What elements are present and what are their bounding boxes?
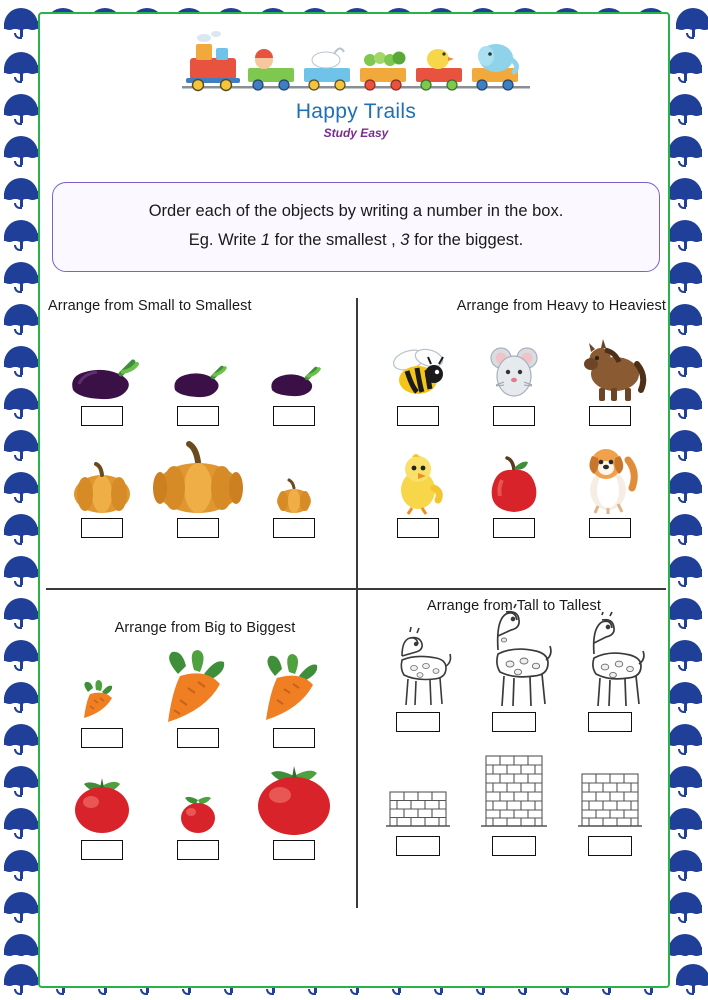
instruction-example-number-1: 1 (260, 230, 271, 249)
umbrella-icon (0, 338, 42, 380)
tomato-icon (175, 762, 221, 836)
umbrella-icon (0, 674, 42, 716)
answer-box[interactable] (589, 406, 631, 426)
answer-box[interactable] (588, 836, 632, 856)
item-pumpkin-large (155, 440, 241, 538)
section-title: Arrange from Small to Smallest (48, 298, 252, 314)
section-big-to-biggest (40, 590, 356, 886)
umbrella-icon (0, 464, 42, 506)
answer-box[interactable] (273, 406, 315, 426)
answer-box[interactable] (177, 518, 219, 538)
umbrella-icon (0, 254, 42, 296)
answer-box[interactable] (589, 518, 631, 538)
item-bee (375, 328, 461, 426)
answer-box[interactable] (396, 836, 440, 856)
train-illustration (176, 30, 536, 96)
item-carrot-small (59, 650, 145, 748)
item-carrot-large (155, 650, 241, 748)
answer-box[interactable] (493, 406, 535, 426)
brand-subtitle: Study Easy (323, 126, 389, 140)
brick-wall-icon (386, 748, 450, 832)
umbrella-icon (0, 926, 42, 956)
answer-box[interactable] (397, 406, 439, 426)
pumpkin-icon (274, 440, 314, 514)
instruction-post: for the biggest. (409, 230, 524, 249)
bee-icon (387, 328, 449, 402)
answer-box[interactable] (492, 836, 536, 856)
answer-box[interactable] (273, 840, 315, 860)
tomato-icon (252, 762, 336, 836)
answer-box[interactable] (177, 406, 219, 426)
eggplant-icon (169, 328, 227, 402)
apple-icon (488, 440, 540, 514)
carrot-icon (76, 650, 128, 724)
row-eggplants (40, 314, 356, 426)
exercise-grid (40, 292, 672, 932)
umbrella-icon (664, 212, 706, 254)
item-pumpkin-small (251, 440, 337, 538)
worksheet-header (40, 30, 672, 140)
answer-box[interactable] (177, 840, 219, 860)
umbrella-icon (672, 956, 708, 998)
row-giraffes (356, 614, 672, 732)
umbrella-icon (0, 800, 42, 842)
item-eggplant-small (251, 328, 337, 426)
umbrella-icon (0, 590, 42, 632)
page-frame (38, 12, 670, 988)
item-eggplant-large (59, 328, 145, 426)
item-giraffe-tall (471, 604, 557, 732)
pumpkin-icon (71, 440, 133, 514)
row-animals-2 (356, 426, 672, 538)
section-title: Arrange from Heavy to Heaviest (456, 298, 666, 314)
instruction-line-2 (63, 226, 649, 255)
row-carrots (40, 636, 356, 748)
answer-box[interactable] (81, 518, 123, 538)
umbrella-icon (0, 0, 42, 42)
answer-box[interactable] (397, 518, 439, 538)
answer-box[interactable] (492, 712, 536, 732)
umbrella-icon (0, 296, 42, 338)
umbrella-icon (0, 548, 42, 590)
umbrella-icon (672, 0, 708, 42)
item-brick-wall-tall (471, 748, 557, 856)
item-tomato-small (155, 762, 241, 860)
umbrella-icon (0, 380, 42, 422)
item-brick-wall-short (375, 748, 461, 856)
item-brick-wall-medium (567, 748, 653, 856)
item-tomato-large (251, 762, 337, 860)
giraffe-icon (575, 612, 645, 708)
tomato-icon (69, 762, 135, 836)
row-animals-1 (356, 314, 672, 426)
answer-box[interactable] (273, 518, 315, 538)
brick-wall-icon (578, 748, 642, 832)
answer-box[interactable] (81, 728, 123, 748)
instruction-box (52, 182, 660, 272)
item-carrot-medium (251, 650, 337, 748)
chick-icon (390, 440, 446, 514)
item-pumpkin-medium (59, 440, 145, 538)
item-mouse (471, 328, 557, 426)
brick-wall-icon (481, 748, 547, 832)
section-title: Arrange from Tall to Tallest (427, 598, 601, 614)
instruction-line-1: Order each of the objects by writing a number in the box. (148, 202, 564, 220)
answer-box[interactable] (81, 840, 123, 860)
answer-box[interactable] (396, 712, 440, 732)
umbrella-icon (0, 128, 42, 170)
carrot-icon (156, 650, 240, 724)
instruction-mid: for the smallest , (270, 230, 401, 249)
item-giraffe-small (375, 622, 461, 732)
umbrella-icon (0, 884, 42, 926)
umbrella-icon (0, 44, 42, 86)
giraffe-icon (386, 622, 450, 708)
umbrella-icon (0, 422, 42, 464)
item-dog (567, 440, 653, 538)
item-giraffe-medium (567, 612, 653, 732)
pumpkin-icon (152, 440, 244, 514)
umbrella-icon (0, 506, 42, 548)
item-tomato-medium (59, 762, 145, 860)
horse-icon (575, 328, 645, 402)
instruction-example-number-2: 3 (400, 230, 410, 249)
carrot-icon (255, 650, 333, 724)
dog-icon (578, 440, 642, 514)
item-horse (567, 328, 653, 426)
eggplant-icon (266, 328, 322, 402)
umbrella-icon (0, 212, 42, 254)
section-title: Arrange from Big to Biggest (114, 620, 296, 636)
umbrella-icon (664, 254, 706, 296)
section-tall-to-tallest (356, 590, 672, 886)
umbrella-icon (0, 170, 42, 212)
answer-box[interactable] (273, 728, 315, 748)
row-tomatoes (40, 748, 356, 860)
umbrella-icon (0, 842, 42, 884)
section-heavy-to-heaviest (356, 292, 672, 588)
item-apple (471, 440, 557, 538)
giraffe-icon (478, 604, 550, 708)
section-small-to-smallest (40, 292, 356, 588)
answer-box[interactable] (588, 712, 632, 732)
answer-box[interactable] (81, 406, 123, 426)
item-eggplant-medium (155, 328, 241, 426)
umbrella-icon (0, 716, 42, 758)
brand-title: Happy Trails (295, 100, 417, 123)
answer-box[interactable] (177, 728, 219, 748)
item-chick (375, 440, 461, 538)
umbrella-icon (0, 758, 42, 800)
umbrella-icon (0, 632, 42, 674)
umbrella-icon (0, 86, 42, 128)
mouse-icon (486, 328, 542, 402)
instruction-pre: Eg. Write (188, 230, 261, 249)
umbrella-icon (0, 956, 42, 998)
row-pumpkins (40, 426, 356, 538)
answer-box[interactable] (493, 518, 535, 538)
row-walls (356, 732, 672, 856)
umbrella-icon (664, 170, 706, 212)
eggplant-icon (65, 328, 139, 402)
